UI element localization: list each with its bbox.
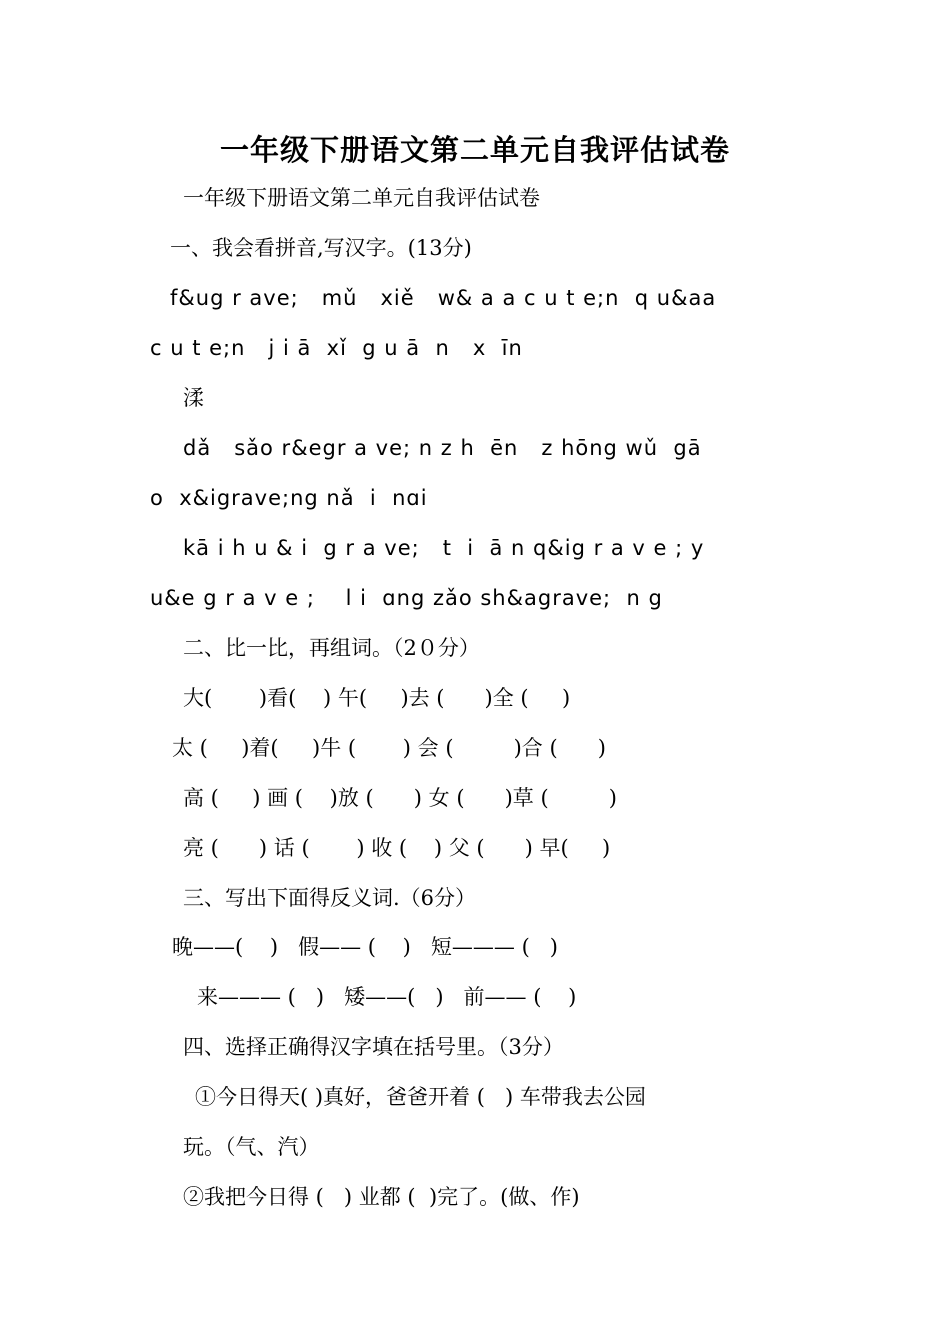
exam-title: 一年级下册语文第二单元自我评估试卷 [219, 133, 730, 167]
section-4-question-continued: 玩。（气、汽） [183, 1135, 320, 1159]
section-4-heading: 四、选择正确得汉字填在括号里。（3分） [183, 1035, 564, 1059]
section-1-pinyin-line: dǎ sǎo r&egr a ve; n z h ēn z hōng wǔ gā [183, 436, 702, 460]
section-1-pinyin-line: o x&igrave;ng nǎ i nɑi [150, 486, 428, 510]
section-1-pinyin-line: f&ug r ave; mǔ xiě w& a a c u t e;n q u&aa [170, 286, 717, 310]
section-2-row: 太 ( )着( )牛 ( ) 会 ( )合 ( ) [172, 736, 606, 760]
section-1-character: 渘 [183, 386, 204, 410]
section-3-row: 晚——( ) 假—— ( ) 短——— ( ) [172, 935, 558, 959]
exam-subtitle: 一年级下册语文第二单元自我评估试卷 [183, 186, 540, 210]
section-1-pinyin-line: u&e g r a v e ; l i ɑng zǎo sh&agrave; n g [150, 586, 663, 610]
section-2-heading: 二、比一比，再组词。（2０分） [183, 636, 480, 660]
section-1-heading: 一、我会看拼音,写汉字。(13分) [170, 236, 472, 260]
section-4-question: ②我把今日得 ( ) 业都 ( )完了。(做、作) [183, 1185, 580, 1209]
section-1-pinyin-line: c u t e;n j i ā xǐ g u ā n x īn [150, 336, 523, 360]
section-3-row: 来——— ( ) 矮——( ) 前—— ( ) [197, 985, 577, 1009]
section-3-heading: 三、写出下面得反义词.（6分） [183, 886, 477, 910]
section-1-pinyin-line: kā i h u & i g r a ve; t i ā n q&ig r a v e ; y [183, 536, 705, 560]
section-4-question: ①今日得天( )真好，爸爸开着 ( ) 车带我去公园 [195, 1085, 646, 1109]
section-2-row: 高 ( ) 画 ( )放 ( ) 女 ( )草 ( ) [183, 786, 617, 810]
section-2-row: 亮 ( ) 话 ( ) 收 ( ) 父 ( ) 早( ) [183, 836, 611, 860]
section-2-row: 大( )看( ) 午( )去 ( )全 ( ) [183, 686, 571, 710]
